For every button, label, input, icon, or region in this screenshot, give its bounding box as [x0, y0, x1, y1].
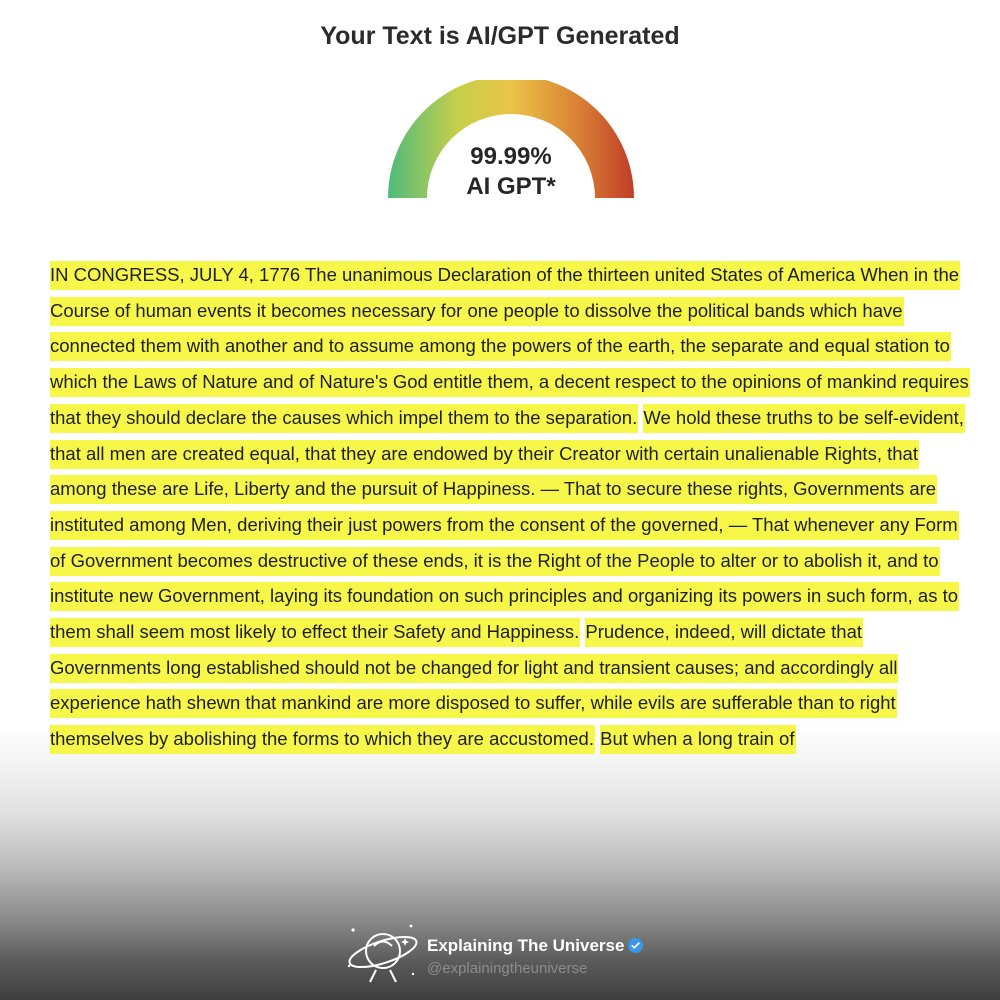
- highlighted-sentence: But when a long train of: [600, 725, 795, 754]
- highlighted-sentence: Prudence, indeed, will dictate that Governments long established should not be changed for light and transient causes; and accordingly all experience hath shewn that mankind are more disposed to suffer, while evils are sufferable than to right themselves by abolishing the forms to which they are accustomed.: [50, 618, 898, 754]
- highlighted-sentence: IN CONGRESS, JULY 4, 1776 The unanimous Declaration of the thirteen united States of America When in the Course of human events it becomes necessary for one people to dissolve the political bands which have connected them with another and to assume among the powers of the earth, the separate and equal station to which the Laws of Nature and of Nature's God entitle them, a decent respect to the opinions of mankind requires that they should declare the causes which impel them to the separation.: [50, 261, 970, 433]
- gauge-label: AI GPT*: [466, 173, 556, 200]
- brand-handle: @explainingtheuniverse: [427, 960, 588, 977]
- verified-badge-icon: [628, 938, 643, 953]
- watermark: [343, 918, 663, 988]
- planet-astronaut-logo-icon: [343, 918, 421, 986]
- brand-name: Explaining The Universe: [427, 936, 643, 956]
- analyzed-text: [50, 257, 975, 757]
- gauge-percent: 99.99%: [470, 143, 552, 170]
- page-title: Your Text is AI/GPT Generated: [320, 22, 680, 50]
- highlighted-sentence: We hold these truths to be self-evident, that all men are created equal, that they are endowed by their Creator with certain unalienable Rights, that among these are Life, Liberty and the pursuit of Happiness. — That to secure these rights, Governments are instituted among Men, deriving their just powers from the consent of the governed, — That whenever any Form of Government becomes destructive of these ends, it is the Right of the People to alter or to abolish it, and to institute new Government, laying its foundation on such principles and organizing its powers in such form, as to them shall seem most likely to effect their Safety and Happiness.: [50, 404, 965, 647]
- ai-score-gauge: [383, 80, 639, 204]
